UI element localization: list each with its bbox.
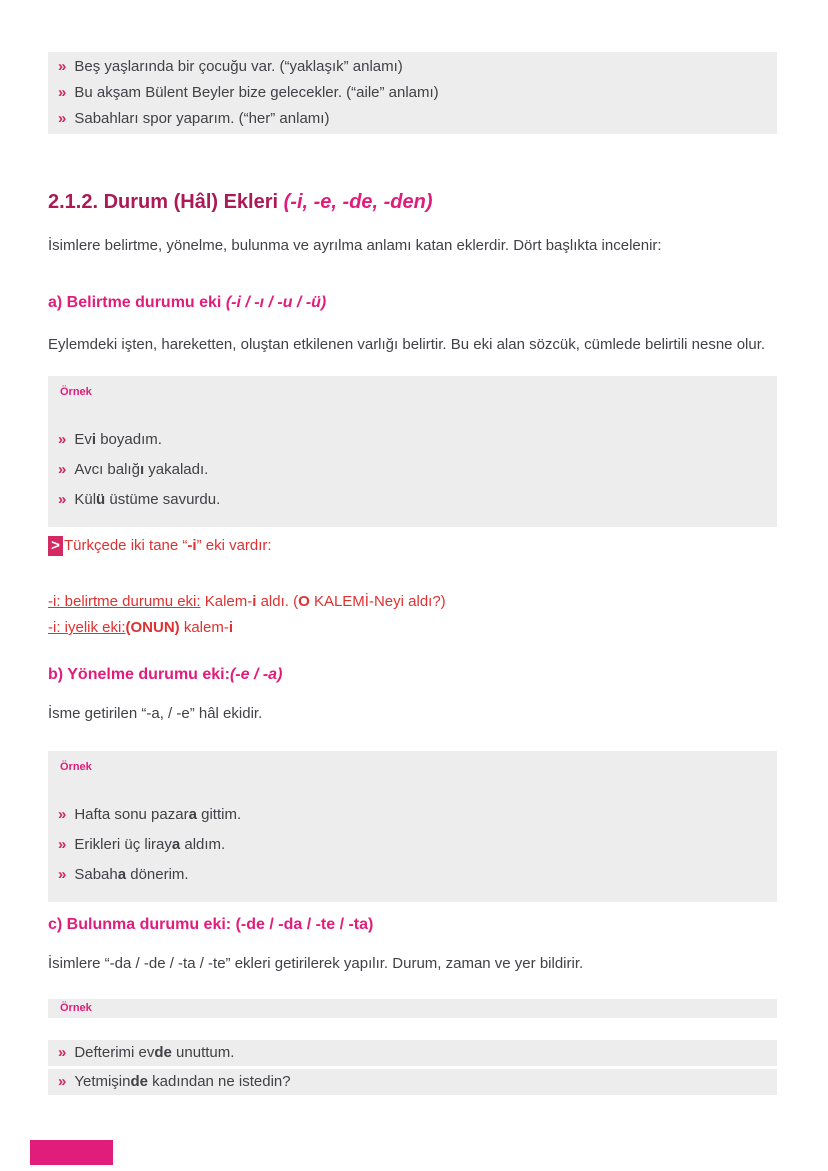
text-segment: (ONUN) (125, 619, 180, 636)
double-angle-bullet-icon: » (58, 491, 67, 508)
example-item (58, 800, 767, 830)
example-item (48, 1040, 777, 1066)
note-block (48, 535, 777, 641)
example-item-text (74, 455, 208, 485)
subheading-c-text: c) Bulunma durumu eki: (48, 916, 236, 933)
text-segment: yakaladı. (144, 461, 209, 478)
text-segment: de (154, 1044, 172, 1061)
text-segment: Kül (74, 491, 97, 508)
example-items-top (58, 54, 767, 132)
text-segment: aldım. (180, 836, 226, 853)
double-angle-bullet-icon: » (58, 1073, 67, 1090)
paragraph-b: İsme getirilen “-a, / -e” hâl ekidir. (48, 705, 263, 722)
text-segment: aldı. ( (256, 593, 299, 610)
text-segment: üstüme savurdu. (105, 491, 221, 508)
text-segment: Ev (74, 431, 92, 448)
text-segment: ” eki vardır: (196, 537, 272, 554)
text-segment: ü (96, 491, 106, 508)
example-item (58, 830, 767, 860)
note-marker-icon: > (48, 536, 63, 556)
example-item (58, 80, 767, 106)
subheading-b (48, 664, 777, 686)
double-angle-bullet-icon: » (58, 866, 67, 883)
note-line-2 (48, 589, 777, 615)
example-item-text (74, 860, 188, 890)
text-segment: -i (187, 537, 197, 554)
text-segment: i (91, 431, 97, 448)
paragraph-c: İsimlere “-da / -de / -ta / -te” ekleri getirilerek yapılır. Durum, zaman ve yer bildirir. (48, 955, 584, 972)
text-segment: Erikleri üç liray (74, 836, 172, 853)
example-item-text (74, 106, 329, 132)
example-item (58, 455, 767, 485)
note-line-3 (48, 615, 777, 641)
double-angle-bullet-icon: » (58, 806, 67, 823)
paragraph-a: Eylemdeki işten, hareketten, oluştan etkilenen varlığı belirtir. Bu eki alan sözcük, cümlede belirtili nesne olur. (48, 336, 766, 353)
note-line-1-text (64, 535, 272, 556)
text-segment: boyadım. (96, 431, 162, 448)
text-segment: Sabahları spor yaparım. (“her” anlamı) (74, 110, 330, 127)
text-segment: a (171, 836, 181, 853)
ornek-label: Örnek (60, 761, 92, 773)
double-angle-bullet-icon: » (58, 84, 67, 101)
text-segment: i (228, 619, 234, 636)
double-angle-bullet-icon: » (58, 58, 67, 75)
subheading-c (48, 914, 777, 936)
text-segment: a (117, 866, 127, 883)
subheading-b-suffix: (-e / -a) (229, 666, 283, 683)
text-segment: dönerim. (126, 866, 189, 883)
text-segment: Bu akşam Bülent Beyler bize gelecekler. (“aile” anlamı) (74, 84, 439, 101)
ornek-label: Örnek (60, 386, 92, 398)
example-item (58, 425, 767, 455)
subheading-c-suffix: (-de / -da / -te / -ta) (235, 916, 374, 933)
example-box-top (48, 52, 777, 134)
text-segment: Beş yaşlarında bir çocuğu var. (“yaklaşık” anlamı) (74, 58, 403, 75)
text-segment: ı (139, 461, 145, 478)
example-item (58, 106, 767, 132)
heading-number-text: 2.1.2. Durum (Hâl) Ekleri (48, 191, 284, 213)
example-item (58, 485, 767, 515)
double-angle-bullet-icon: » (58, 461, 67, 478)
text-segment: gittim. (196, 806, 242, 823)
text-segment: Hafta sonu pazar (74, 806, 189, 823)
example-item-text (74, 1044, 234, 1062)
double-angle-bullet-icon: » (58, 431, 67, 448)
heading-suffix: (-i, -e, -de, -den) (283, 191, 433, 213)
note-line-1 (48, 535, 777, 556)
text-segment: Yetmişin (74, 1073, 131, 1090)
example-item-text (74, 830, 225, 860)
example-items-a (58, 425, 767, 515)
example-box-a (48, 376, 777, 527)
text-segment: O (298, 593, 310, 610)
intro-paragraph: İsimlere belirtme, yönelme, bulunma ve ayrılma anlamı katan eklerdir. Dört başlıkta incelenir: (48, 237, 662, 254)
example-item-text (74, 425, 162, 455)
subheading-a (48, 292, 777, 314)
section-heading (48, 190, 777, 214)
text-segment: i (252, 593, 257, 610)
example-item (58, 860, 767, 890)
text-segment: Türkçede iki tane “ (64, 537, 188, 554)
text-segment: KALEMİ-Neyi aldı?) (309, 593, 446, 610)
example-box-c-label-strip (48, 999, 777, 1018)
text-segment: Defterimi ev (74, 1044, 155, 1061)
example-item-text (74, 1073, 290, 1091)
text-segment: de (130, 1073, 148, 1090)
example-item (48, 1069, 777, 1095)
example-items-c (48, 1040, 777, 1095)
double-angle-bullet-icon: » (58, 836, 67, 853)
subheading-a-text: a) Belirtme durumu eki (48, 294, 226, 311)
example-item-text (74, 800, 241, 830)
double-angle-bullet-icon: » (58, 1044, 67, 1061)
subheading-b-text: b) Yönelme durumu eki: (48, 666, 230, 683)
text-segment: unuttum. (171, 1044, 235, 1061)
text-segment: Avcı balığ (74, 461, 140, 478)
text-segment: a (188, 806, 197, 823)
example-item-text (74, 485, 220, 515)
example-item (58, 54, 767, 80)
double-angle-bullet-icon: » (58, 110, 67, 127)
text-segment: kalem- (179, 619, 229, 636)
text-segment: -i: iyelik eki: (48, 619, 126, 636)
example-item-text (74, 80, 438, 106)
subheading-a-suffix: (-i / -ı / -u / -ü) (225, 294, 327, 311)
example-items-b (58, 800, 767, 890)
example-item-text (74, 54, 402, 80)
footer-accent-box (30, 1140, 113, 1165)
example-box-b (48, 751, 777, 902)
text-segment: Kalem- (200, 593, 253, 610)
text-segment: Sabah (74, 866, 118, 883)
ornek-label: Örnek (60, 1002, 92, 1014)
text-segment: -i: belirtme durumu eki: (48, 593, 201, 610)
text-segment: kadından ne istedin? (148, 1073, 291, 1090)
